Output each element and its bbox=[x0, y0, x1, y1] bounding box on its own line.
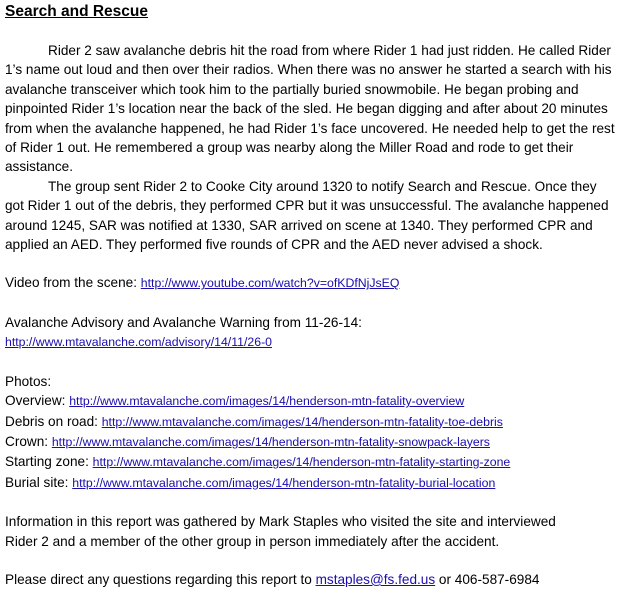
video-link[interactable]: http://www.youtube.com/watch?v=ofKDfNjJsEQ bbox=[140, 276, 400, 291]
info-line-1: Information in this report was gathered by Mark Staples who visited the site and interviewed bbox=[5, 514, 556, 530]
photo-label: Debris on road: bbox=[5, 413, 102, 429]
photo-overview bbox=[5, 391, 617, 411]
info-line-2: Rider 2 and a member of the other group in person immediately after the accident. bbox=[5, 533, 500, 549]
advisory-label: Avalanche Advisory and Avalanche Warning from 11-26-14: bbox=[5, 314, 362, 330]
photo-starting-zone bbox=[5, 452, 617, 472]
section-title: Search and Rescue bbox=[5, 3, 149, 20]
photo-label: Crown: bbox=[5, 433, 52, 449]
photo-link-burial-site[interactable]: http://www.mtavalanche.com/images/14/henderson-mtn-fatality-burial-location bbox=[72, 475, 496, 490]
report-page bbox=[5, 0, 617, 589]
contact-suffix: or 406-587-6984 bbox=[435, 571, 540, 587]
photo-label: Starting zone: bbox=[5, 454, 93, 470]
narrative bbox=[5, 41, 617, 254]
photo-burial-site bbox=[5, 473, 617, 493]
photo-link-starting-zone[interactable]: http://www.mtavalanche.com/images/14/henderson-mtn-fatality-starting-zone bbox=[92, 455, 511, 470]
contact-email-link[interactable]: mstaples@fs.fed.us bbox=[315, 571, 436, 587]
advisory-link[interactable]: http://www.mtavalanche.com/advisory/14/11/26-0 bbox=[5, 335, 273, 350]
narrative-paragraph-1: Rider 2 saw avalanche debris hit the road from where Rider 1 had just ridden. He called Rider 1’s name out loud and then over their radios. When there was no answer he started a search with his avalanche transceiver which took him to the partially buried snowmobile. He began probing and pinpointed Rider 1’s location near the back of the sled. He began digging and after about 20 minutes from when the avalanche happened, he had Rider 1’s face uncovered. He needed help to get the rest of Rider 1 out. He remembered a group was nearby along the Miller Road and rode to get their assistance. bbox=[5, 43, 615, 175]
photos-heading: Photos: bbox=[5, 373, 52, 389]
photo-label: Burial site: bbox=[5, 474, 73, 490]
photo-debris bbox=[5, 412, 617, 432]
photo-link-crown[interactable]: http://www.mtavalanche.com/images/14/henderson-mtn-fatality-snowpack-layers bbox=[51, 434, 490, 449]
narrative-paragraph-2: The group sent Rider 2 to Cooke City around 1320 to notify Search and Rescue. Once they got Rider 1 out of the debris, they performed CPR but it was unsuccessful. The avalanche happened around 1245, SAR was notified at 1330, SAR arrived on scene at 1340. They performed CPR and applied an AED. They performed five rounds of CPR and the AED never advised a shock. bbox=[5, 178, 609, 253]
photo-crown bbox=[5, 432, 617, 452]
video-line bbox=[5, 273, 617, 293]
contact-line bbox=[5, 570, 617, 589]
photo-link-debris[interactable]: http://www.mtavalanche.com/images/14/henderson-mtn-fatality-toe-debris bbox=[101, 414, 503, 429]
contact-prefix: Please direct any questions regarding this report to bbox=[5, 571, 316, 587]
advisory-line bbox=[5, 332, 617, 352]
photo-label: Overview: bbox=[5, 393, 70, 409]
video-label: Video from the scene: bbox=[5, 275, 141, 291]
links-section bbox=[5, 254, 617, 589]
photo-link-overview[interactable]: http://www.mtavalanche.com/images/14/henderson-mtn-fatality-overview bbox=[69, 394, 465, 409]
